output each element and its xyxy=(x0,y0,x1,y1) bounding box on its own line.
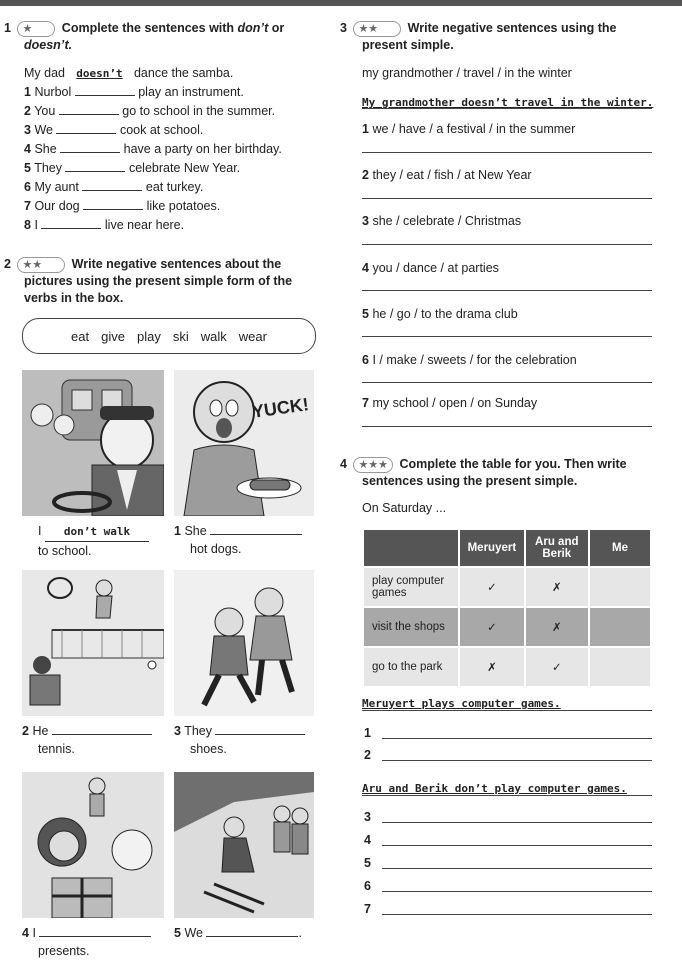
ex2-number: 2 xyxy=(4,257,11,271)
ski-picture xyxy=(174,772,314,918)
item-number: 3 xyxy=(362,214,369,228)
table-header: Meruyert xyxy=(459,529,524,567)
presents-picture xyxy=(22,772,164,918)
item-number: 8 xyxy=(24,218,31,232)
item-subject: I xyxy=(34,218,38,232)
ex2-instruction-1: Write negative sentences about the xyxy=(71,257,282,271)
item-rest: have a party on her birthday. xyxy=(123,142,282,156)
ex1-example-a: My dad xyxy=(24,66,65,80)
answer-line[interactable] xyxy=(382,891,652,892)
ex3-instruction-2: present simple. xyxy=(362,38,454,52)
item-subject: Our dog xyxy=(34,199,80,213)
answer-blank[interactable] xyxy=(39,936,151,937)
caption-number: 3 xyxy=(174,724,181,738)
item-number: 5 xyxy=(362,307,369,321)
ex1-stars: ★ xyxy=(17,21,55,37)
line-number: 5 xyxy=(364,856,371,870)
tick-cell: ✓ xyxy=(459,607,524,647)
ex3-instruction-1: Write negative sentences using the xyxy=(407,21,617,35)
ex1-item xyxy=(24,161,324,180)
ex1-item xyxy=(24,123,324,142)
answer-line[interactable] xyxy=(362,244,652,245)
ex2-caption xyxy=(38,522,149,560)
ex4-instruction-2: sentences using the present simple. xyxy=(362,474,578,488)
word-wear: wear xyxy=(238,328,267,344)
caption-rest: tennis. xyxy=(38,742,75,756)
ex4-example-1: Meruyert plays computer games. xyxy=(362,697,561,710)
ex3-stars: ★★ xyxy=(353,21,401,37)
table-header: Aru and Berik xyxy=(525,529,589,567)
shoes-picture xyxy=(174,570,314,716)
answer-blank[interactable] xyxy=(60,152,120,153)
item-number: 1 xyxy=(24,85,31,99)
activity-cell: go to the park xyxy=(363,647,459,687)
item-rest: live near here. xyxy=(104,218,185,232)
item-number: 1 xyxy=(362,122,369,136)
item-rest: go to school in the summer. xyxy=(122,104,276,118)
answer-blank[interactable] xyxy=(82,190,142,191)
me-cell[interactable] xyxy=(589,607,651,647)
ex3-example-prompt: my grandmother / travel / in the winter xyxy=(362,66,572,80)
item-number: 2 xyxy=(24,104,31,118)
item-subject: Nurbol xyxy=(34,85,72,99)
table-row xyxy=(363,567,651,607)
item-number: 3 xyxy=(24,123,31,137)
ex1-items xyxy=(24,85,324,237)
caption-subject: They xyxy=(184,724,212,738)
caption-rest: . xyxy=(298,926,302,940)
answer-blank[interactable] xyxy=(206,936,298,937)
ex2-stars: ★★ xyxy=(17,257,65,273)
word-walk: walk xyxy=(200,328,227,344)
ex1-item xyxy=(24,104,324,123)
item-subject: She xyxy=(34,142,57,156)
me-cell[interactable] xyxy=(589,567,651,607)
ex2-caption xyxy=(22,722,152,758)
item-number: 4 xyxy=(24,142,31,156)
yuck-text: YUCK! xyxy=(250,394,311,422)
item-number: 6 xyxy=(24,180,31,194)
ex1-instr-b: or xyxy=(268,21,285,35)
ex2-instruction-3: verbs in the box. xyxy=(24,291,124,305)
answer-line[interactable] xyxy=(382,738,652,739)
ex4-instruction-1: Complete the table for you. Then write xyxy=(399,457,627,471)
item-number: 4 xyxy=(362,261,369,275)
answer-blank[interactable] xyxy=(59,114,119,115)
ex1-item xyxy=(24,85,324,104)
ex4-number: 4 xyxy=(340,457,347,471)
caption-number: 1 xyxy=(174,524,181,538)
ex1-dont: don’t xyxy=(237,21,269,35)
item-prompt: you / dance / at parties xyxy=(372,261,499,275)
table-header-row xyxy=(363,529,651,567)
ex1-example-b: dance the samba. xyxy=(133,66,234,80)
item-prompt: she / celebrate / Christmas xyxy=(372,214,522,228)
table-header xyxy=(363,529,459,567)
ex3-item xyxy=(362,307,518,321)
answer-line[interactable] xyxy=(362,336,652,337)
item-subject: You xyxy=(34,104,56,118)
ex3-item xyxy=(362,168,532,182)
line-number: 2 xyxy=(364,748,371,762)
caption-rest: shoes. xyxy=(190,742,227,756)
activity-cell: play computer games xyxy=(363,567,459,607)
tennis-picture xyxy=(22,570,164,716)
answer-line xyxy=(362,710,652,711)
ex1-instruction xyxy=(62,21,285,35)
item-subject: My aunt xyxy=(34,180,79,194)
item-rest: play an instrument. xyxy=(138,85,244,99)
top-bar xyxy=(0,0,682,6)
ex1-example xyxy=(24,66,233,80)
activity-cell: visit the shops xyxy=(363,607,459,647)
ex1-doesnt: doesn’t. xyxy=(24,38,73,52)
answer-blank[interactable] xyxy=(210,534,302,535)
item-prompt: they / eat / fish / at New Year xyxy=(372,168,532,182)
answer-line[interactable] xyxy=(382,822,652,823)
ex2-caption xyxy=(174,722,305,758)
ex2-caption xyxy=(22,924,151,960)
cross-cell: ✗ xyxy=(525,567,589,607)
item-prompt: he / go / to the drama club xyxy=(372,307,518,321)
caption-subject: We xyxy=(184,926,203,940)
ex1-item xyxy=(24,199,324,218)
line-number: 6 xyxy=(364,879,371,893)
item-prompt: my school / open / on Sunday xyxy=(372,396,538,410)
item-number: 7 xyxy=(24,199,31,213)
line-number: 3 xyxy=(364,810,371,824)
caption-subject: I xyxy=(32,926,36,940)
ex2-caption xyxy=(174,522,302,558)
ex1-example-answer: doesn’t xyxy=(76,67,123,80)
answer-line[interactable] xyxy=(382,845,652,846)
ex3-item xyxy=(362,261,499,275)
ex2-caption xyxy=(174,924,302,942)
ex3-item xyxy=(362,122,575,136)
word-eat: eat xyxy=(71,328,90,344)
item-subject: They xyxy=(34,161,62,175)
ex3-item xyxy=(362,214,521,228)
answer-blank[interactable] xyxy=(83,209,143,210)
word-ski: ski xyxy=(172,328,189,344)
caption-rest: presents. xyxy=(38,944,90,958)
caption-subject: I xyxy=(38,524,42,538)
answer-line[interactable] xyxy=(362,426,652,427)
ex1-item xyxy=(24,142,324,161)
ex1-item xyxy=(24,180,324,199)
tick-cell: ✓ xyxy=(459,567,524,607)
caption-number: 4 xyxy=(22,926,29,940)
item-prompt: I / make / sweets / for the celebration xyxy=(372,353,577,367)
answer-blank[interactable] xyxy=(75,95,135,96)
ex3-number: 3 xyxy=(340,21,347,35)
item-rest: cook at school. xyxy=(119,123,204,137)
activity-table xyxy=(362,528,652,688)
answer-line[interactable] xyxy=(362,290,652,291)
answer-line[interactable] xyxy=(382,760,652,761)
caption-number: 5 xyxy=(174,926,181,940)
table-row xyxy=(363,607,651,647)
answer-line[interactable] xyxy=(382,914,652,915)
answer-blank[interactable] xyxy=(56,133,116,134)
item-rest: like potatoes. xyxy=(146,199,221,213)
ex4-heading xyxy=(340,456,670,490)
answer-line xyxy=(362,795,652,796)
item-number: 6 xyxy=(362,353,369,367)
ex4-stars: ★★★ xyxy=(353,457,393,473)
caption-subject: She xyxy=(184,524,207,538)
item-rest: celebrate New Year. xyxy=(128,161,241,175)
answer-line[interactable] xyxy=(362,198,652,199)
ex2-heading xyxy=(4,256,324,307)
line-number: 7 xyxy=(364,902,371,916)
cross-cell: ✗ xyxy=(459,647,524,687)
answer-blank[interactable] xyxy=(52,734,152,735)
word-box xyxy=(22,318,316,354)
answer-blank[interactable] xyxy=(41,228,101,229)
word-play: play xyxy=(136,328,161,344)
ex3-example-answer: My grandmother doesn’t travel in the winter. xyxy=(362,96,654,109)
ex3-heading xyxy=(340,20,670,54)
ex1-instr-a: Complete the sentences with xyxy=(61,21,238,35)
ex1-number: 1 xyxy=(4,21,11,35)
word-give: give xyxy=(101,328,125,344)
item-subject: We xyxy=(34,123,53,137)
table-row xyxy=(363,647,651,687)
item-rest: eat turkey. xyxy=(145,180,204,194)
line-number: 4 xyxy=(364,833,371,847)
ex4-subtitle: On Saturday ... xyxy=(362,501,447,515)
ex3-item xyxy=(362,353,577,367)
table-header: Me xyxy=(589,529,651,567)
answer-line[interactable] xyxy=(362,382,652,383)
caption-subject: He xyxy=(32,724,49,738)
item-number: 2 xyxy=(362,168,369,182)
answer-line xyxy=(362,108,652,109)
item-prompt: we / have / a festival / in the summer xyxy=(372,122,576,136)
bus-driver-picture xyxy=(22,370,164,516)
ex2-instruction-2: pictures using the present simple form of the xyxy=(24,274,293,288)
answer-blank[interactable] xyxy=(65,171,125,172)
me-cell[interactable] xyxy=(589,647,651,687)
line-number: 1 xyxy=(364,726,371,740)
ex4-example-2: Aru and Berik don’t play computer games. xyxy=(362,782,627,795)
ex1-item xyxy=(24,218,324,237)
item-number: 7 xyxy=(362,396,369,410)
caption-rest: hot dogs. xyxy=(190,542,242,556)
caption-answer: don’t walk xyxy=(45,523,149,542)
answer-blank[interactable] xyxy=(215,734,305,735)
answer-line[interactable] xyxy=(362,152,652,153)
yuck-girl-picture xyxy=(174,370,314,516)
ex1-heading xyxy=(4,20,324,54)
item-number: 5 xyxy=(24,161,31,175)
answer-line[interactable] xyxy=(382,868,652,869)
tick-cell: ✓ xyxy=(525,647,589,687)
caption-number: 2 xyxy=(22,724,29,738)
caption-rest: to school. xyxy=(38,544,92,558)
ex3-item xyxy=(362,396,537,410)
cross-cell: ✗ xyxy=(525,607,589,647)
